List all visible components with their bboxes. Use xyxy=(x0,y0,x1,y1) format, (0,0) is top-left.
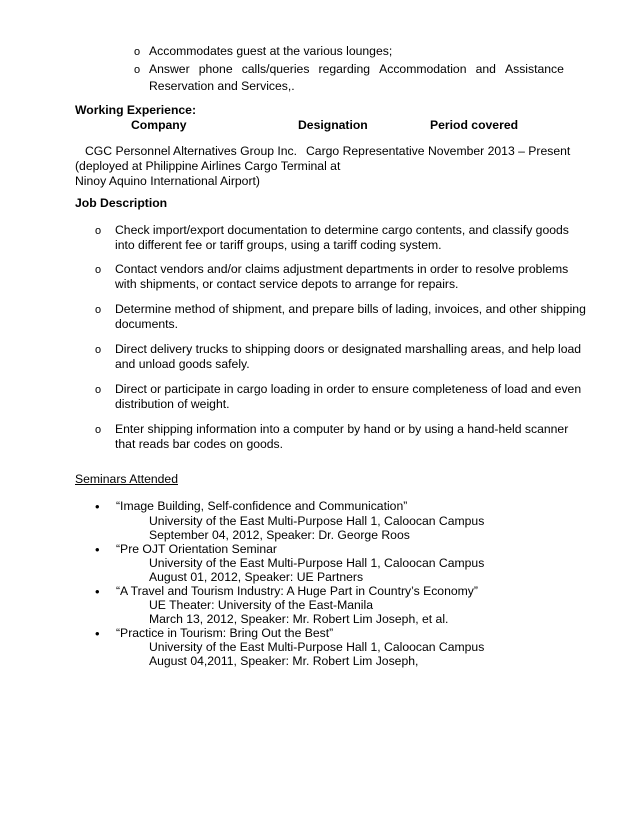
list-item: Direct delivery trucks to shipping doors or designated marshalling areas, and help load xyxy=(115,342,582,356)
section-heading-work: Working Experience: xyxy=(75,103,197,117)
seminar-venue: University of the East Multi-Purpose Hall 1, Caloocan Campus xyxy=(149,556,485,570)
word: regarding xyxy=(318,62,371,76)
word: and xyxy=(475,62,496,76)
seminar-title: “Pre OJT Orientation Seminar xyxy=(116,542,277,556)
list-item: Enter shipping information into a computer by hand or by using a hand-held scanner xyxy=(115,422,569,436)
bullet-marker: • xyxy=(95,542,100,557)
period: November 2013 – Present xyxy=(428,144,571,158)
list-item xyxy=(149,62,564,77)
bullet-marker: • xyxy=(95,584,100,599)
list-item: Determine method of shipment, and prepare bills of lading, invoices, and other shipping xyxy=(115,302,586,316)
list-item-continuation: distribution of weight. xyxy=(115,397,230,411)
company-location: (deployed at Philippine Airlines Cargo Terminal at xyxy=(75,159,341,173)
word: Answer xyxy=(149,62,190,76)
seminar-details: August 01, 2012, Speaker: UE Partners xyxy=(149,570,364,584)
seminar-venue: UE Theater: University of the East-Manila xyxy=(149,598,373,612)
list-item-continuation: with shipments, or contact service depots to arrange for repairs. xyxy=(115,277,459,291)
list-marker: o xyxy=(95,384,102,396)
company-name: CGC Personnel Alternatives Group Inc. xyxy=(85,144,298,158)
section-heading-seminars: Seminars Attended xyxy=(75,472,178,486)
list-item-continuation: into different fee or tariff groups, using a tariff coding system. xyxy=(115,238,442,252)
seminar-venue: University of the East Multi-Purpose Hall 1, Caloocan Campus xyxy=(149,640,485,654)
seminar-details: September 04, 2012, Speaker: Dr. George Roos xyxy=(149,528,410,542)
seminar-title: “Practice in Tourism: Bring Out the Best” xyxy=(116,626,334,640)
word: calls/queries xyxy=(241,62,310,76)
list-item-continuation: documents. xyxy=(115,317,179,331)
list-item: Check import/export documentation to determine cargo contents, and classify goods xyxy=(115,223,569,237)
designation: Cargo Representative xyxy=(306,144,425,158)
list-marker: o xyxy=(95,225,102,237)
list-item-continuation: and unload goods safely. xyxy=(115,357,250,371)
list-marker: o xyxy=(134,46,141,58)
column-header-designation: Designation xyxy=(298,118,368,132)
list-marker: o xyxy=(95,304,102,316)
list-marker: o xyxy=(95,264,102,276)
column-header-period: Period covered xyxy=(430,118,519,132)
seminar-title: “Image Building, Self-confidence and Communication” xyxy=(116,499,408,513)
company-location: Ninoy Aquino International Airport) xyxy=(75,174,260,188)
list-item-continuation: Reservation and Services,. xyxy=(149,79,295,93)
seminar-details: August 04,2011, Speaker: Mr. Robert Lim Joseph, xyxy=(149,654,419,668)
word: Assistance xyxy=(504,62,564,76)
seminar-venue: University of the East Multi-Purpose Hall 1, Caloocan Campus xyxy=(149,514,485,528)
word: Accommodation xyxy=(379,62,467,76)
list-item: Direct or participate in cargo loading in order to ensure completeness of load and even xyxy=(115,382,582,396)
list-item: Accommodates guest at the various lounges; xyxy=(149,44,393,58)
list-marker: o xyxy=(95,344,102,356)
list-item: Contact vendors and/or claims adjustment departments in order to resolve problems xyxy=(115,262,569,276)
list-marker: o xyxy=(134,64,141,76)
list-item-continuation: that reads bar codes on goods. xyxy=(115,437,284,451)
bullet-marker: • xyxy=(95,499,100,514)
bullet-marker: • xyxy=(95,626,100,641)
word: phone xyxy=(198,62,233,76)
section-heading-job: Job Description xyxy=(75,196,168,210)
seminar-details: March 13, 2012, Speaker: Mr. Robert Lim Joseph, et al. xyxy=(149,612,449,626)
column-header-company: Company xyxy=(131,118,187,132)
list-marker: o xyxy=(95,424,102,436)
seminar-title: “A Travel and Tourism Industry: A Huge Part in Country’s Economy” xyxy=(116,584,478,598)
